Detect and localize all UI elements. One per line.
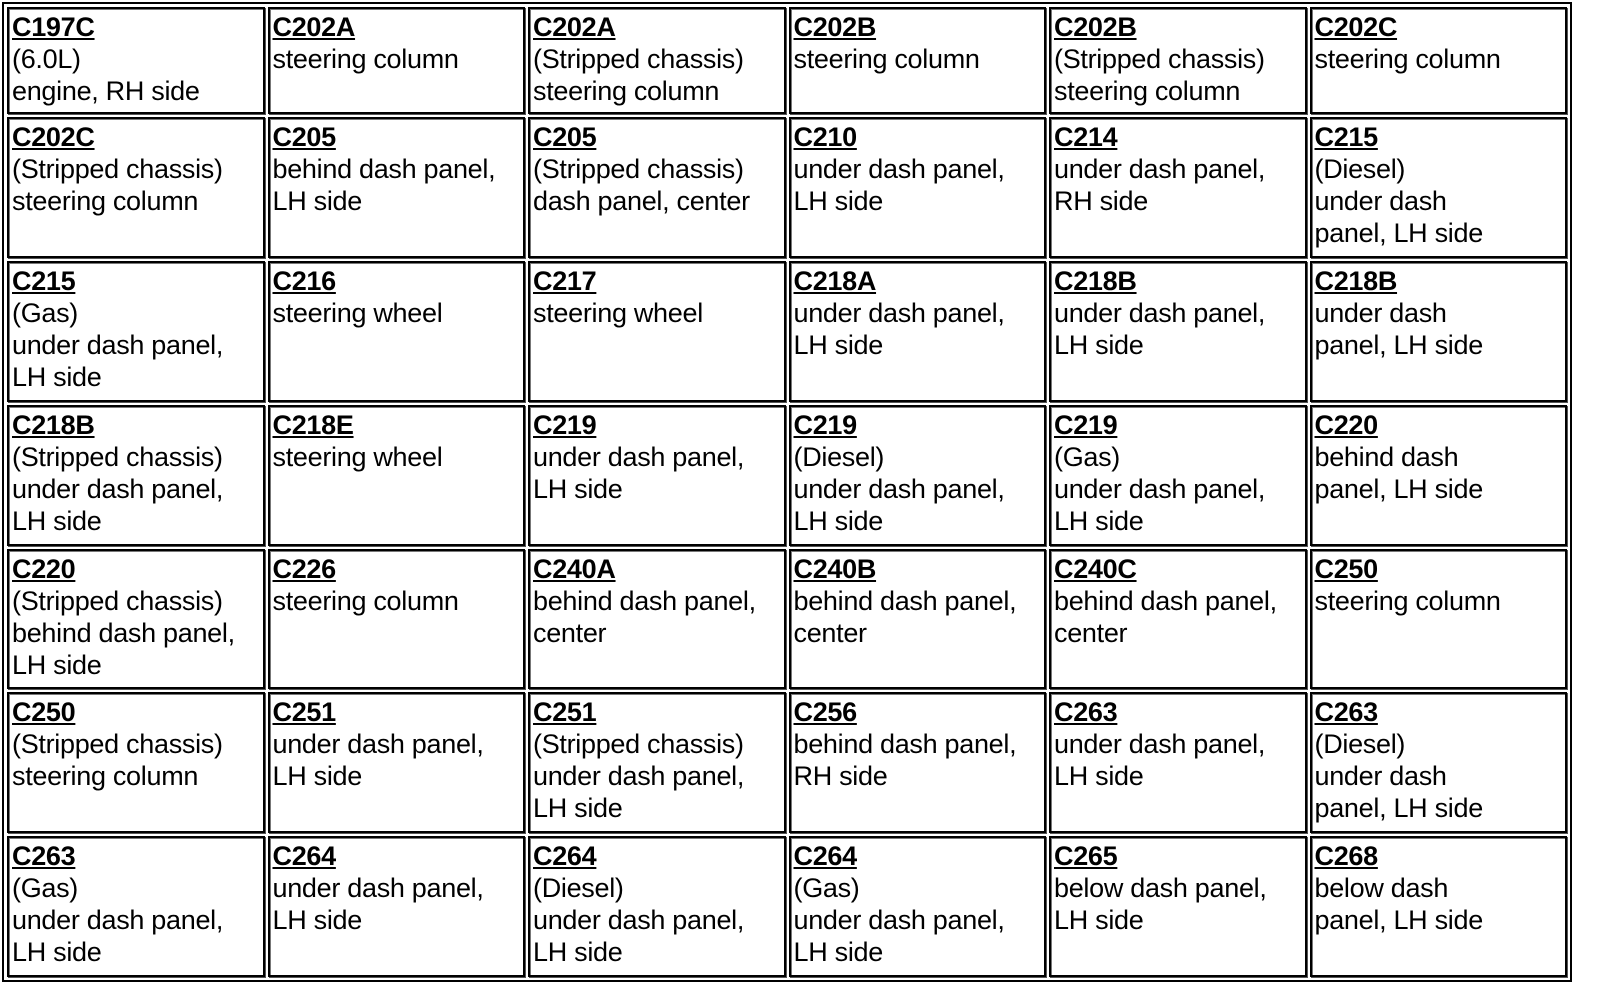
connector-location-text: (Gas) under dash panel, LH side [12, 873, 224, 968]
connector-location-text: (Stripped chassis) under dash panel, LH side [12, 441, 224, 536]
connector-location-text: (Stripped chassis) steering column [12, 154, 223, 217]
connector-id-link[interactable]: C205 [533, 122, 597, 153]
connector-id-link[interactable]: C218B [12, 409, 95, 440]
connector-cell [1310, 549, 1568, 690]
table-row [7, 836, 1567, 977]
connector-id-link[interactable]: C202A [272, 12, 356, 42]
connector-id-link[interactable]: C218B [1054, 265, 1137, 296]
connector-cell [7, 405, 265, 546]
connector-location-text: (Stripped chassis) steering column [1054, 44, 1265, 106]
connector-location-text: (Stripped chassis) behind dash panel, LH side [12, 585, 235, 680]
connector-location-text: under dash panel, LH side [272, 873, 484, 936]
connector-cell [1049, 549, 1307, 690]
table-row [7, 549, 1567, 690]
connector-cell [1049, 261, 1307, 402]
connector-id-link[interactable]: C250 [1314, 553, 1378, 584]
connector-cell [1049, 405, 1307, 546]
connector-id-link[interactable]: C264 [533, 841, 597, 872]
connector-cell [7, 692, 265, 833]
connector-location-text: behind dash panel, center [1054, 585, 1277, 648]
connector-id-link[interactable]: C220 [12, 553, 76, 584]
connector-id-link[interactable]: C264 [793, 841, 857, 872]
connector-location-text: under dash panel, LH side [793, 154, 1005, 217]
connector-id-link[interactable]: C218E [272, 409, 354, 440]
connector-id-link[interactable]: C263 [1054, 697, 1118, 728]
connector-location-text: steering column [272, 585, 459, 616]
connector-location-text: (Diesel) under dash panel, LH side [1314, 729, 1483, 824]
connector-cell [528, 549, 786, 690]
connector-cell [268, 405, 526, 546]
connector-id-link[interactable]: C251 [272, 697, 336, 728]
connector-location-text: (Diesel) under dash panel, LH side [793, 441, 1005, 536]
connector-id-link[interactable]: C214 [1054, 122, 1118, 153]
connector-id-link[interactable]: C250 [12, 697, 76, 728]
connector-cell [7, 549, 265, 690]
connector-location-text: under dash panel, LH side [793, 297, 1005, 360]
connector-location-text: steering column [1314, 585, 1501, 616]
connector-location-text: under dash panel, LH side [1054, 297, 1266, 360]
connector-cell [7, 836, 265, 977]
connector-id-link[interactable]: C217 [533, 265, 597, 296]
table-row [7, 261, 1567, 402]
connector-location-text: (Diesel) under dash panel, LH side [1314, 154, 1483, 249]
connector-cell [7, 261, 265, 402]
connector-id-link[interactable]: C218B [1314, 265, 1398, 296]
connector-location-text: steering wheel [272, 297, 443, 328]
connector-id-link[interactable]: C220 [1314, 409, 1378, 440]
connector-id-link[interactable]: C240A [533, 553, 616, 584]
connector-location-text: (Gas) under dash panel, LH side [12, 297, 224, 392]
connector-location-text: (Stripped chassis) under dash panel, LH side [533, 729, 745, 824]
connector-cell [268, 549, 526, 690]
connector-location-text: (6.0L) engine, RH side [12, 44, 200, 106]
connector-id-link[interactable]: C197C [12, 12, 95, 42]
connector-id-link[interactable]: C205 [272, 122, 336, 153]
connector-cell [789, 7, 1047, 114]
connector-cell [7, 117, 265, 258]
table-row [7, 692, 1567, 833]
connector-id-link[interactable]: C251 [533, 697, 597, 728]
connector-cell [789, 261, 1047, 402]
connector-cell [1310, 7, 1568, 114]
connector-cell [528, 692, 786, 833]
connector-id-link[interactable]: C268 [1314, 841, 1378, 872]
connector-cell [528, 836, 786, 977]
connector-id-link[interactable]: C263 [1314, 697, 1378, 728]
connector-cell [789, 836, 1047, 977]
connector-location-text: (Stripped chassis) steering column [12, 729, 223, 792]
connector-cell [528, 117, 786, 258]
connector-id-link[interactable]: C264 [272, 841, 336, 872]
connector-id-link[interactable]: C216 [272, 265, 336, 296]
connector-cell [528, 405, 786, 546]
connector-id-link[interactable]: C218A [793, 265, 877, 296]
connector-id-link[interactable]: C263 [12, 841, 76, 872]
connector-id-link[interactable]: C219 [1054, 409, 1118, 440]
connector-id-link[interactable]: C202C [1314, 12, 1398, 42]
connector-location-text: (Gas) under dash panel, LH side [793, 873, 1005, 968]
connector-location-text: behind dash panel, center [793, 585, 1017, 648]
connector-cell [1310, 261, 1568, 402]
connector-location-text: steering column [272, 44, 459, 74]
table-row [7, 7, 1567, 114]
connector-location-text: below dash panel, LH side [1314, 873, 1483, 936]
connector-id-link[interactable]: C219 [793, 409, 857, 440]
connector-cell [789, 692, 1047, 833]
connector-location-text: behind dash panel, LH side [272, 154, 496, 217]
connector-location-text: under dash panel, RH side [1054, 154, 1266, 217]
connector-id-link[interactable]: C215 [12, 265, 76, 296]
connector-location-text: behind dash panel, center [533, 585, 756, 648]
connector-cell [789, 405, 1047, 546]
connector-cell [789, 117, 1047, 258]
connector-location-text: (Stripped chassis) dash panel, center [533, 154, 750, 217]
connector-cell [1310, 117, 1568, 258]
connector-cell [1310, 692, 1568, 833]
connector-location-text: (Diesel) under dash panel, LH side [533, 873, 745, 968]
connector-id-link[interactable]: C256 [793, 697, 857, 728]
connector-cell [528, 261, 786, 402]
connector-id-link[interactable]: C265 [1054, 841, 1118, 872]
connector-cell [1049, 692, 1307, 833]
connector-cell [268, 117, 526, 258]
connector-location-text: under dash panel, LH side [272, 729, 484, 792]
connector-location-text: below dash panel, LH side [1054, 873, 1267, 936]
connector-cell [1310, 405, 1568, 546]
connector-cell [528, 7, 786, 114]
connector-id-link[interactable]: C202B [1054, 12, 1137, 42]
connector-id-link[interactable]: C202A [533, 12, 616, 42]
table-body [7, 7, 1567, 977]
connector-id-link[interactable]: C215 [1314, 122, 1378, 153]
connector-id-link[interactable]: C226 [272, 553, 336, 584]
connector-location-text: steering wheel [272, 441, 443, 472]
connector-cell [1049, 117, 1307, 258]
connector-cell [268, 7, 526, 114]
connector-location-text: steering wheel [533, 297, 703, 328]
connector-cell [268, 692, 526, 833]
connector-cell [268, 261, 526, 402]
connector-location-text: behind dash panel, LH side [1314, 441, 1483, 504]
table-row [7, 405, 1567, 546]
connector-id-link[interactable]: C219 [533, 409, 597, 440]
connector-location-text: steering column [793, 44, 980, 74]
connector-location-text: behind dash panel, RH side [793, 729, 1017, 792]
connector-id-link[interactable]: C210 [793, 122, 857, 153]
connector-id-link[interactable]: C202B [793, 12, 877, 42]
connector-id-link[interactable]: C240B [793, 553, 877, 584]
connector-location-text: (Gas) under dash panel, LH side [1054, 441, 1266, 536]
connector-location-text: under dash panel, LH side [1054, 729, 1266, 792]
connector-id-link[interactable]: C202C [12, 122, 95, 153]
connector-cell [1310, 836, 1568, 977]
connector-cell [1049, 7, 1307, 114]
connector-location-text: steering column [1314, 44, 1501, 74]
connector-cell [1049, 836, 1307, 977]
connector-location-text: under dash panel, LH side [1314, 297, 1483, 360]
connector-location-text: under dash panel, LH side [533, 441, 745, 504]
connector-cell [268, 836, 526, 977]
table-row [7, 117, 1567, 258]
connector-cell [7, 7, 265, 114]
connector-cell [789, 549, 1047, 690]
connector-location-text: (Stripped chassis) steering column [533, 44, 744, 106]
connector-id-link[interactable]: C240C [1054, 553, 1137, 584]
connector-location-table [2, 2, 1572, 982]
